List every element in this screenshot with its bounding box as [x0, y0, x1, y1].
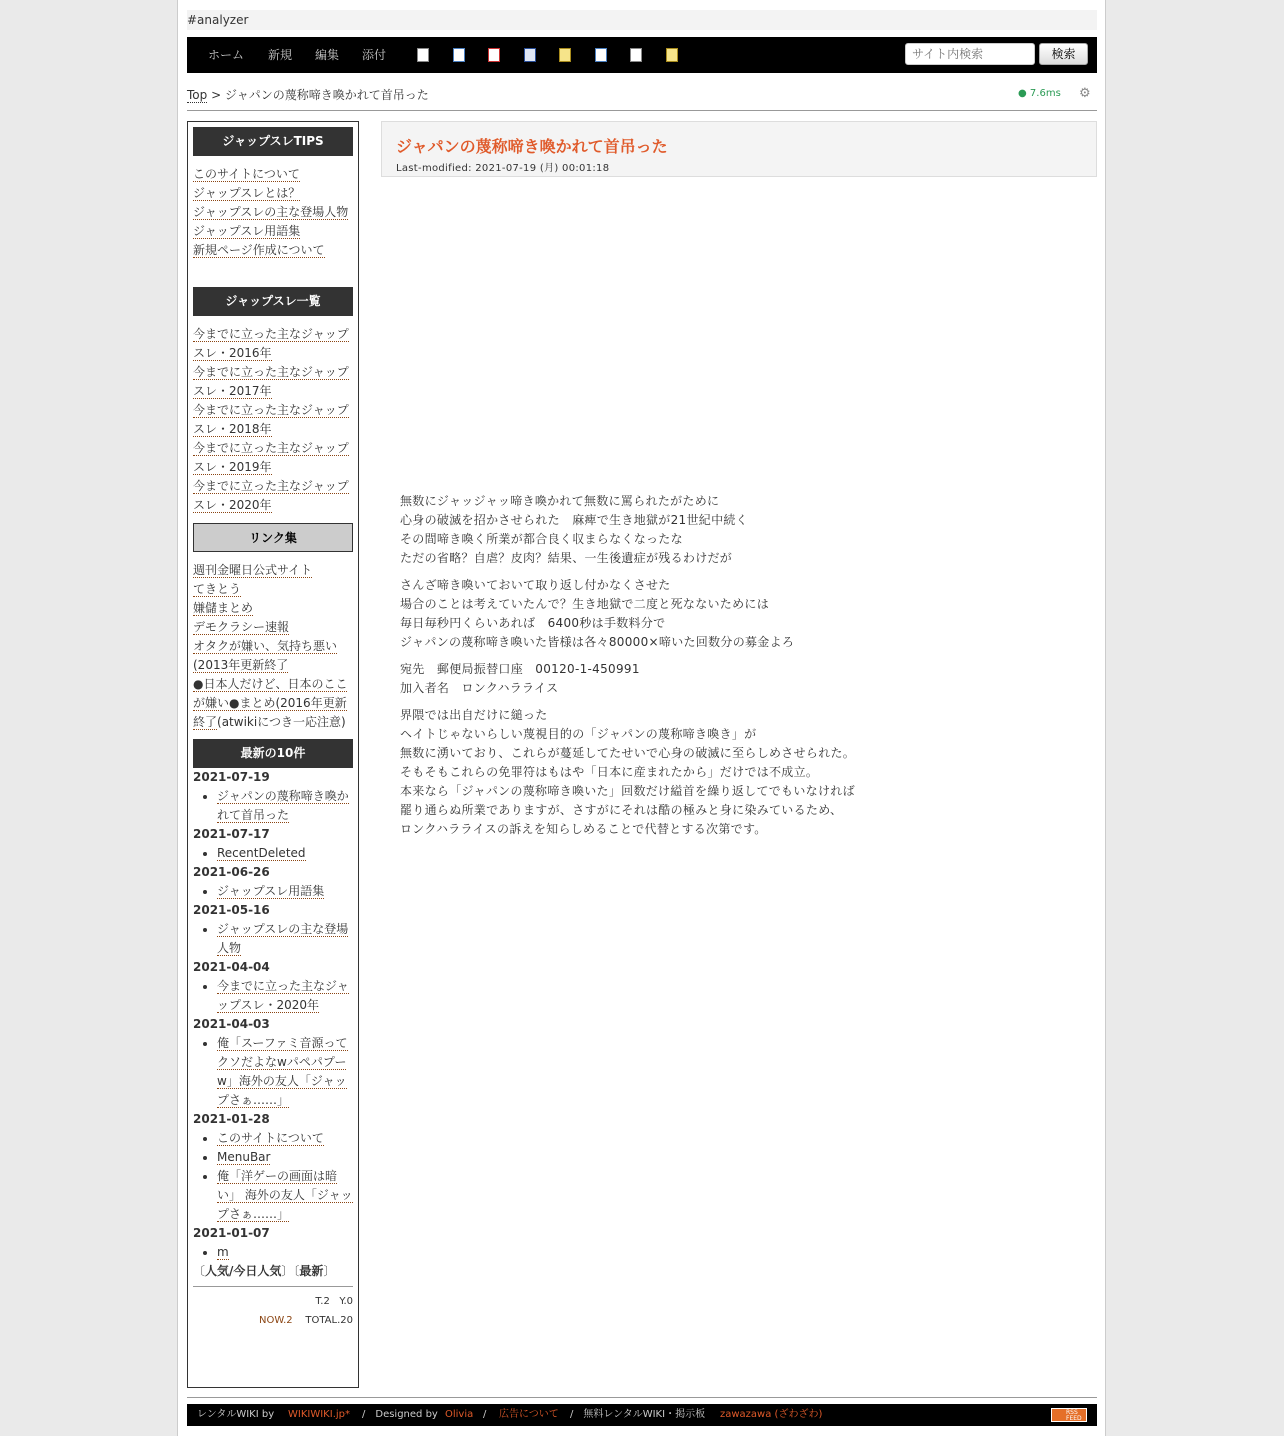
breadcrumb-separator: > — [207, 88, 225, 102]
footer-link-ads[interactable]: 広告について — [499, 1409, 559, 1420]
counter-today: T.2 — [315, 1296, 330, 1307]
sidebar-note: (atwikiにつき一応注意) — [217, 715, 346, 729]
recent-link[interactable]: MenuBar — [217, 1150, 271, 1164]
recent-link[interactable]: 今までに立った主なジャップスレ・2020年 — [217, 979, 349, 1012]
sidebar-external-links — [193, 561, 353, 732]
sidebar-link[interactable]: 今までに立った主なジャップスレ・2016年 — [193, 327, 349, 360]
sidebar-link[interactable]: 今までに立った主なジャップスレ・2020年 — [193, 479, 349, 512]
sidebar-list-links — [193, 325, 353, 515]
recent-link[interactable]: ジャップスレ用語集 — [217, 884, 325, 898]
body-paragraph: さんざ啼き喚いておいて取り返し付かなくさせた 場合のことは考えていたんで？生き地獄で二度と死なないためには 毎日毎秒円くらいあれば 6400秒は手数料分で ジャパンの蔑称啼き喚いた皆様は各々80000×啼いた回数分の募金よろ — [400, 578, 795, 649]
sidebar-link[interactable]: ジャップスレとは？ — [193, 186, 301, 200]
body-paragraph: 界隈では出自だけに縋った ヘイトじゃないらしい蔑視目的の「ジャパンの蔑称啼き喚き」が 無数に湧いており、これらが蔓延してたせいで心身の破滅に至らしめさせられた。 そもそもこれらの免罪符はもはや「日本に産まれたから」だけでは不成立。 本来なら「ジャパンの蔑称啼き喚いた」回数だけ縊首を繰り返してでもいなければ 罷り通らぬ所業でありますが、さすがにそれは酷の極みと身に染みているため、 ロンクハラライスの訴えを知らしめることで代替とする次第です。 — [400, 708, 856, 836]
counter-yesterday: Y.0 — [339, 1296, 353, 1307]
footer — [187, 1404, 1097, 1426]
nav-edit[interactable]: 編集 — [315, 48, 340, 62]
sidebar-link[interactable]: オタクが嫌い、気持ち悪い(2013年更新終了 — [193, 639, 338, 672]
recent-date: 2021-07-19 — [193, 770, 270, 784]
page-header — [381, 121, 1097, 177]
page-body — [400, 492, 1000, 847]
last-modified: Last-modified: 2021-07-19 (月) 00:01:18 — [396, 163, 610, 174]
sidebar — [187, 121, 359, 1388]
page-title[interactable]: ジャパンの蔑称啼き喚かれて首吊った — [396, 137, 668, 156]
page-lock-icon[interactable] — [559, 48, 571, 62]
recent-link[interactable]: このサイトについて — [217, 1131, 324, 1145]
recent-date: 2021-05-16 — [193, 903, 270, 917]
sidebar-link[interactable]: てきとう — [193, 582, 242, 596]
sidebar-link[interactable]: 今までに立った主なジャップスレ・2018年 — [193, 403, 349, 436]
breadcrumb-top[interactable]: Top — [187, 88, 208, 102]
recent-link[interactable]: ジャップスレの主な登場人物 — [217, 922, 349, 955]
sidebar-link[interactable]: ジャップスレの主な登場人物 — [193, 205, 349, 219]
recent-date: 2021-04-03 — [193, 1017, 270, 1031]
recent-date: 2021-06-26 — [193, 865, 270, 879]
sidebar-heading-links: リンク集 — [193, 523, 353, 552]
divider — [187, 1397, 1097, 1398]
recent-changes — [193, 768, 353, 1330]
bracket: 〕 — [323, 1264, 336, 1278]
divider — [187, 110, 1097, 111]
sidebar-heading-recent: 最新の10件 — [193, 739, 353, 768]
render-time-value: 7.6ms — [1029, 88, 1061, 99]
counter — [193, 1292, 353, 1330]
nav-bar — [187, 37, 1097, 73]
popular-links — [193, 1262, 353, 1281]
sidebar-link[interactable]: 今までに立った主なジャップスレ・2017年 — [193, 365, 349, 398]
footer-text: / 無料レンタルWIKI・掲示板 — [570, 1409, 706, 1420]
sidebar-link[interactable]: 新規ページ作成について — [193, 243, 325, 257]
divider — [193, 1286, 353, 1287]
sidebar-tips-links — [193, 165, 353, 260]
page-save-icon[interactable] — [524, 48, 536, 62]
latest-link[interactable]: 最新 — [299, 1264, 324, 1278]
recent-link[interactable]: ジャパンの蔑称啼き喚かれて首吊った — [217, 789, 349, 822]
recent-date: 2021-07-17 — [193, 827, 270, 841]
sidebar-link[interactable]: 嫌儲まとめ — [193, 601, 254, 615]
footer-text: / Designed by — [362, 1409, 438, 1420]
rss-feed-icon[interactable] — [1051, 1408, 1087, 1422]
recent-link[interactable]: 俺「洋ゲーの画面は暗い」 海外の友人「ジャップさぁ……」 — [217, 1169, 353, 1221]
footer-link-zawazawa[interactable]: zawazawa (ざわざわ) — [720, 1409, 823, 1420]
footer-text: レンタルWIKI by — [197, 1409, 275, 1420]
counter-total: TOTAL.20 — [305, 1315, 353, 1326]
page-list-icon[interactable] — [595, 48, 607, 62]
bracket: 〔 — [193, 1264, 206, 1278]
body-paragraph: 宛先 郵便局振替口座 00120-1-450991 加入者名 ロンクハラライス — [400, 662, 640, 695]
recent-date: 2021-04-04 — [193, 960, 270, 974]
recent-link[interactable]: m — [217, 1245, 229, 1259]
sidebar-link[interactable]: デモクラシー速報 — [193, 620, 290, 634]
footer-link-wikiwiki[interactable]: WIKIWIKI.jp* — [288, 1409, 350, 1420]
search-button[interactable]: 検索 — [1039, 43, 1088, 65]
render-time — [1018, 87, 1061, 101]
recent-date: 2021-01-07 — [193, 1226, 270, 1240]
page-container — [177, 0, 1106, 1436]
sidebar-heading-tips: ジャップスレTIPS — [193, 127, 353, 156]
footer-link-olivia[interactable]: Olivia — [445, 1409, 474, 1420]
recent-link[interactable]: RecentDeleted — [217, 846, 306, 860]
nav-new[interactable]: 新規 — [268, 48, 293, 62]
sidebar-link[interactable]: ジャップスレ用語集 — [193, 224, 301, 238]
sidebar-link[interactable]: このサイトについて — [193, 167, 300, 181]
page-history-icon[interactable] — [630, 48, 642, 62]
breadcrumb — [187, 87, 429, 103]
sidebar-link[interactable]: ●日本人だけど、日本のここが嫌い●まとめ(2016年更新終了 — [193, 677, 348, 729]
bracket: 〕〔 — [281, 1264, 300, 1278]
page-help-icon[interactable] — [666, 48, 678, 62]
site-brand[interactable]: #analyzer — [187, 10, 1097, 30]
sidebar-heading-list: ジャップスレ一覧 — [193, 287, 353, 316]
speed-icon: ● — [1018, 88, 1027, 99]
recent-link[interactable]: 俺「スーファミ音源ってクソだよなwパペパプーw」海外の友人「ジャップさぁ……」 — [217, 1036, 348, 1107]
page-copy-icon[interactable] — [417, 48, 429, 62]
page-refresh-icon[interactable] — [453, 48, 465, 62]
page-delete-icon[interactable] — [488, 48, 500, 62]
body-paragraph: 無数にジャッジャッ啼き喚かれて無数に罵られたがために 心身の破滅を招かさせられた 麻痺で生き地獄が21世紀中続く その間啼き喚く所業が都合良く収まらなくなったな ただの省略？自虐？皮肉？結果、一生後遺症が残るわけだが — [400, 494, 748, 565]
sidebar-link[interactable]: 週刊金曜日公式サイト — [193, 563, 313, 577]
rss-label: RSS FEED — [1066, 1409, 1082, 1422]
nav-home[interactable]: ホーム — [208, 48, 245, 62]
footer-text: / — [483, 1409, 487, 1420]
gear-icon[interactable]: ⚙ — [1079, 86, 1091, 101]
recent-date: 2021-01-28 — [193, 1112, 270, 1126]
popular-link[interactable]: 人気/今日人気 — [205, 1264, 282, 1278]
counter-now: NOW.2 — [259, 1315, 293, 1326]
nav-attach[interactable]: 添付 — [362, 48, 387, 62]
breadcrumb-current: ジャパンの蔑称啼き喚かれて首吊った — [224, 88, 429, 102]
search-input[interactable] — [905, 43, 1035, 65]
sidebar-link[interactable]: 今までに立った主なジャップスレ・2019年 — [193, 441, 349, 474]
